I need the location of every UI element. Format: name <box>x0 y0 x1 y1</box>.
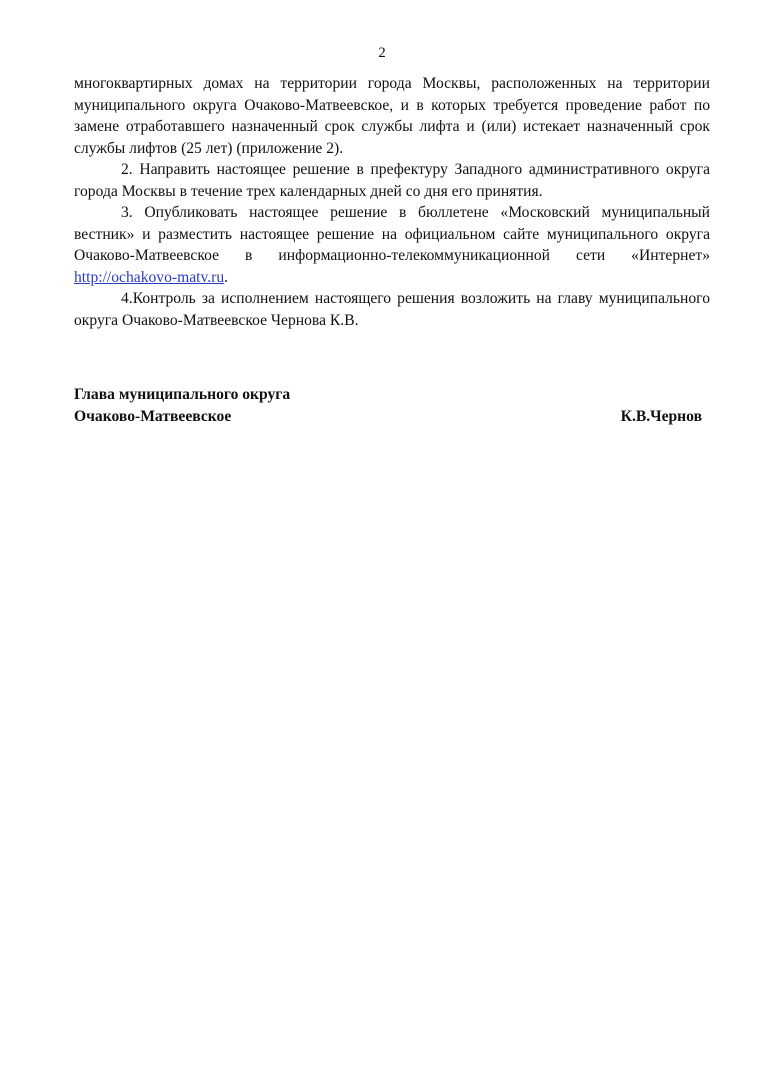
paragraph-item-3 <box>74 202 710 288</box>
paragraph-item-3-text: 3. Опубликовать настоящее решение в бюллетене «Московский муниципальный вестник» и разместить настоящее решение на официальном сайте муниципального округа Очаково-Матвеевское в информационно-телекоммуникационной сети «Интернет» <box>74 204 710 264</box>
document-body <box>74 73 710 331</box>
signature-title-line-1: Глава муниципального округа <box>74 386 291 403</box>
paragraph-item-3-end: . <box>224 268 229 286</box>
paragraph-continuation: многоквартирных домах на территории города Москвы, расположенных на территории муниципального округа Очаково-Матвеевское, и в которых требуется проведение работ по замене отработавшего назначенный срок службы лифта и (или) истекает назначенный срок службы лифтов (25 лет) (приложение 2). <box>74 75 710 157</box>
paragraph-item-2: 2. Направить настоящее решение в префектуру Западного административного округа города Москвы в течение трех календарных дней со дня его принятия. <box>74 161 710 200</box>
paragraph-item-4: 4.Контроль за исполнением настоящего решения возложить на главу муниципального округа Очаково-Матвеевское Чернова К.В. <box>74 290 710 329</box>
signatory-name: К.В.Чернов <box>620 408 702 425</box>
signature-block <box>74 384 702 428</box>
signature-row <box>74 406 702 428</box>
page-number: 2 <box>378 45 386 61</box>
signature-title-line-2: Очаково-Матвеевское <box>74 408 232 425</box>
official-site-link[interactable]: http://ochakovo-matv.ru <box>74 268 225 286</box>
